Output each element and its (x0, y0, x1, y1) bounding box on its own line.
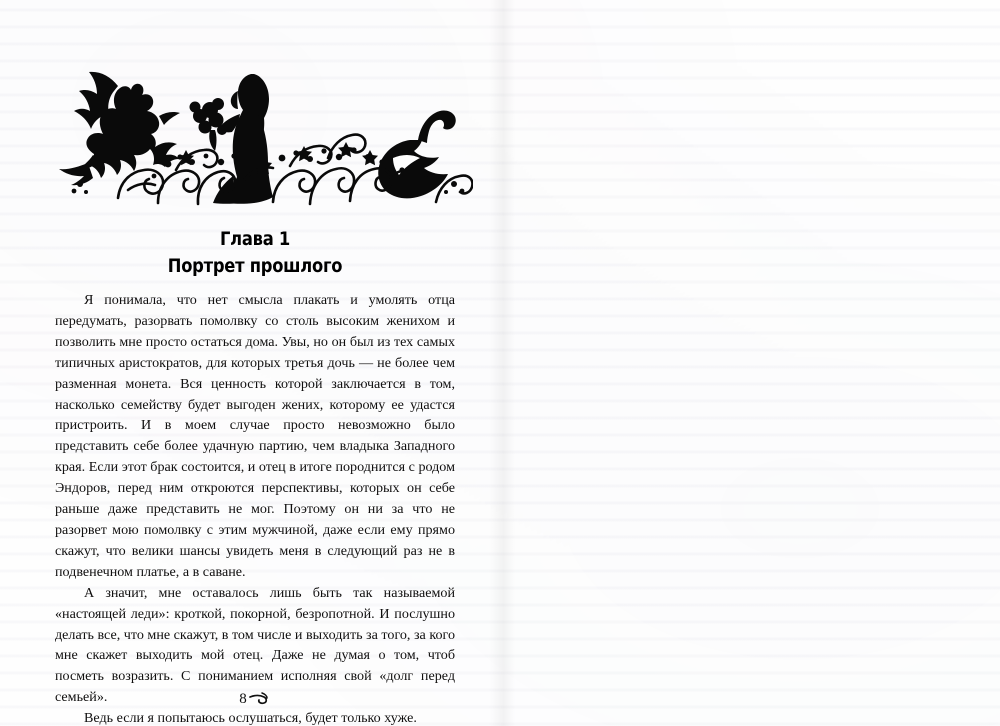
left-page-folio (55, 690, 455, 708)
paragraph: Я понимала, что нет смысла плакать и умолять отца передумать, разорвать помолвку со столь высоким женихом и позволить мне просто остаться дома. Увы, но он был из тех самых типичных аристократов, для которых третья дочь — не более чем разменная монета. Вся ценность которой заключается в том, насколько семейству будет выгоден жених, которому ее удастся пристроить. И в моем случае просто невозможно было представить себе более удачную партию, чем владыка Западного края. Если этот брак состоится, и отец в итоге породнится с родом Эндоров, перед ним откроются перспективы, которых он себе раньше даже представить не мог. Поэтому он ни за что не разорвет мою помолвку с этим мужчиной, даже если ему прямо скажут, что велики шансы увидеть меня в следующий раз не в подвенечном платье, а в саване. (55, 292, 455, 580)
paragraph: Ведь если я попытаюсь ослушаться, будет только хуже. (84, 710, 417, 726)
chapter-illustration (58, 58, 473, 213)
folio-flourish-icon (249, 690, 271, 708)
right-page (500, 0, 1000, 726)
folio-number: 8 (239, 690, 247, 707)
paragraph: А значит, мне оставалось лишь быть так называемой «настоящей леди»: кроткой, покорной, безропотной. И послушно делать все, что мне скажут, в том числе и выходить за того, за кого мне скажет выходить мой отец. Даже не думая о том, чтоб посметь возразить. С пониманием исполняя свой «долг перед семьей». (55, 584, 455, 706)
chapter-title: Глава 1 (219, 228, 291, 250)
chapter-subtitle: Портрет прошлого (167, 255, 343, 277)
left-page-body-text (55, 290, 455, 726)
